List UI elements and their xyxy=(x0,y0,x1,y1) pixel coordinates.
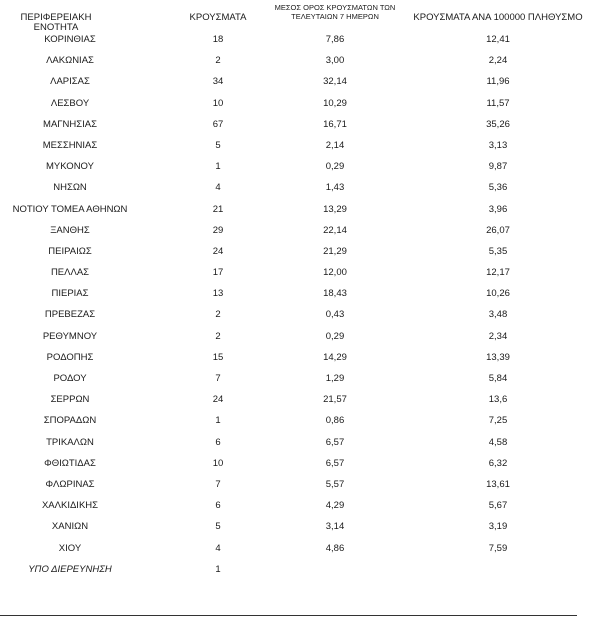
region-cell: ΝΗΣΩΝ xyxy=(53,182,87,194)
table-row xyxy=(0,72,606,93)
per100k-cell: 7,25 xyxy=(488,415,508,427)
per100k-cell: 7,59 xyxy=(488,542,508,554)
region-cell: ΡΟΔΟΠΗΣ xyxy=(46,351,94,363)
avg7-cell: 32,14 xyxy=(323,76,347,88)
region-cell: ΠΙΕΡΙΑΣ xyxy=(51,288,89,300)
avg7-cell: 6,57 xyxy=(325,457,345,469)
per100k-cell: 13,6 xyxy=(488,394,508,406)
table-body xyxy=(0,30,606,581)
region-cell: ΡΟΔΟΥ xyxy=(53,373,87,384)
avg7-cell: 21,57 xyxy=(323,394,347,406)
table-row xyxy=(0,454,606,475)
per100k-cell: 5,35 xyxy=(488,245,508,257)
header-cases: ΚΡΟΥΣΜΑΤΑ xyxy=(189,12,247,23)
per100k-cell: 3,96 xyxy=(488,203,508,215)
cases-cell: 5 xyxy=(215,139,221,151)
table-row xyxy=(0,475,606,496)
cases-cell: 29 xyxy=(212,224,224,236)
avg7-cell: 21,29 xyxy=(323,245,347,257)
per100k-cell: 11,96 xyxy=(486,76,510,88)
cases-cell: 5 xyxy=(215,521,221,533)
table-row xyxy=(0,157,606,178)
avg7-cell: 4,29 xyxy=(325,500,345,512)
per100k-cell: 2,24 xyxy=(488,55,508,67)
cases-cell: 67 xyxy=(212,118,224,130)
avg7-cell: 1,29 xyxy=(325,373,345,384)
region-cell: ΤΡΙΚΑΛΩΝ xyxy=(46,436,94,448)
cases-cell: 4 xyxy=(215,542,221,554)
per100k-cell: 5,67 xyxy=(488,500,508,512)
cases-cell: 34 xyxy=(212,76,224,88)
cases-cell: 1 xyxy=(215,563,221,575)
table-row xyxy=(0,242,606,263)
table-row xyxy=(0,348,606,369)
table-row xyxy=(0,221,606,242)
per100k-cell: 5,36 xyxy=(488,182,508,194)
cases-cell: 2 xyxy=(215,309,221,321)
region-cell: ΠΕΙΡΑΙΩΣ xyxy=(48,245,92,257)
per100k-cell: 9,87 xyxy=(488,161,508,173)
cases-cell: 7 xyxy=(215,373,221,384)
region-cell: ΚΟΡΙΝΘΙΑΣ xyxy=(44,34,96,45)
avg7-cell: 0,86 xyxy=(325,415,345,427)
region-cell: ΛΑΡΙΣΑΣ xyxy=(50,76,90,88)
cases-cell: 1 xyxy=(215,415,221,427)
per100k-cell: 35,26 xyxy=(486,118,510,130)
avg7-cell: 14,29 xyxy=(323,351,347,363)
region-cell: ΝΟΤΙΟΥ ΤΟΜΕΑ ΑΘΗΝΩΝ xyxy=(12,203,128,215)
region-cell: ΜΑΓΝΗΣΙΑΣ xyxy=(43,118,97,130)
cases-cell: 18 xyxy=(212,34,224,45)
per100k-cell: 12,17 xyxy=(486,267,510,279)
per100k-cell: 4,58 xyxy=(488,436,508,448)
cases-cell: 24 xyxy=(212,394,224,406)
cases-cell: 10 xyxy=(212,97,224,109)
table-row xyxy=(0,136,606,157)
cases-cell: 21 xyxy=(212,203,224,215)
per100k-cell: 3,48 xyxy=(488,309,508,321)
per100k-cell: 26,07 xyxy=(486,224,510,236)
bottom-divider xyxy=(0,615,577,616)
avg7-cell: 5,57 xyxy=(325,478,345,490)
per100k-cell: 3,19 xyxy=(488,521,508,533)
table-row xyxy=(0,94,606,115)
avg7-cell: 22,14 xyxy=(323,224,347,236)
avg7-cell: 1,43 xyxy=(325,182,345,194)
per100k-cell: 13,61 xyxy=(486,478,510,490)
avg7-cell: 3,14 xyxy=(325,521,345,533)
avg7-cell: 4,86 xyxy=(325,542,345,554)
table-header xyxy=(0,0,606,33)
table-row xyxy=(0,178,606,199)
table-row xyxy=(0,517,606,538)
region-cell: ΣΕΡΡΩΝ xyxy=(50,394,90,406)
table-row xyxy=(0,411,606,432)
table-row xyxy=(0,51,606,72)
header-region: ΠΕΡΙΦΕΡΕΙΑΚΗ ΕΝΟΤΗΤΑ xyxy=(20,12,92,33)
header-avg7 xyxy=(265,3,405,21)
table-row xyxy=(0,263,606,284)
avg7-cell: 18,43 xyxy=(323,288,347,300)
region-cell: ΦΛΩΡΙΝΑΣ xyxy=(45,478,95,490)
region-cell: ΡΕΘΥΜΝΟΥ xyxy=(42,330,98,342)
table-row xyxy=(0,390,606,411)
region-cell: ΥΠΟ ΔΙΕΡΕΥΝΗΣΗ xyxy=(28,563,112,575)
region-cell: ΠΡΕΒΕΖΑΣ xyxy=(44,309,96,321)
cases-cell: 24 xyxy=(212,245,224,257)
cases-cell: 2 xyxy=(215,330,221,342)
avg7-cell: 10,29 xyxy=(323,97,347,109)
region-cell: ΛΕΣΒΟΥ xyxy=(50,97,90,109)
avg7-cell: 6,57 xyxy=(325,436,345,448)
region-cell: ΠΕΛΛΑΣ xyxy=(50,267,90,279)
header-avg7-line1: ΜΕΣΟΣ ΟΡΟΣ ΚΡΟΥΣΜΑΤΩΝ ΤΩΝ xyxy=(274,3,396,12)
per100k-cell: 11,57 xyxy=(486,97,510,109)
per100k-cell: 2,34 xyxy=(488,330,508,342)
table-row xyxy=(0,560,606,581)
per100k-cell: 6,32 xyxy=(488,457,508,469)
header-avg7-line2: ΤΕΛΕΥΤΑΙΩΝ 7 ΗΜΕΡΩΝ xyxy=(291,12,379,21)
cases-cell: 6 xyxy=(215,436,221,448)
table-row xyxy=(0,200,606,221)
avg7-cell: 7,86 xyxy=(325,34,345,45)
per100k-cell: 12,41 xyxy=(486,34,510,45)
avg7-cell: 2,14 xyxy=(325,139,345,151)
avg7-cell: 12,00 xyxy=(323,267,347,279)
cases-cell: 2 xyxy=(215,55,221,67)
region-cell: ΣΠΟΡΑΔΩΝ xyxy=(43,415,97,427)
cases-cell: 1 xyxy=(215,161,221,173)
region-cell: ΦΘΙΩΤΙΔΑΣ xyxy=(44,457,96,469)
table-row xyxy=(0,539,606,560)
header-per100k: ΚΡΟΥΣΜΑΤΑ ΑΝΑ 100000 ΠΛΗΘΥΣΜΟ xyxy=(413,12,583,23)
cases-cell: 6 xyxy=(215,500,221,512)
region-cell: ΜΕΣΣΗΝΙΑΣ xyxy=(42,139,98,151)
region-cell: ΛΑΚΩΝΙΑΣ xyxy=(46,55,94,67)
table-row xyxy=(0,284,606,305)
cases-cell: 7 xyxy=(215,478,221,490)
cases-cell: 10 xyxy=(212,457,224,469)
cases-cell: 4 xyxy=(215,182,221,194)
table-row xyxy=(0,433,606,454)
cases-cell: 13 xyxy=(212,288,224,300)
region-cell: ΜΥΚΟΝΟΥ xyxy=(46,161,94,173)
per100k-cell: 3,13 xyxy=(488,139,508,151)
avg7-cell: 0,29 xyxy=(325,161,345,173)
per100k-cell: 10,26 xyxy=(486,288,510,300)
avg7-cell: 13,29 xyxy=(323,203,347,215)
table-row xyxy=(0,327,606,348)
cases-cell: 15 xyxy=(212,351,224,363)
region-cell: ΞΑΝΘΗΣ xyxy=(50,224,90,236)
avg7-cell: 3,00 xyxy=(325,55,345,67)
cases-cell: 17 xyxy=(212,267,224,279)
table-row xyxy=(0,115,606,136)
per100k-cell: 5,84 xyxy=(488,373,508,384)
table-row xyxy=(0,305,606,326)
avg7-cell: 0,29 xyxy=(325,330,345,342)
table-row xyxy=(0,30,606,51)
table-row xyxy=(0,496,606,517)
region-cell: ΧΑΝΙΩΝ xyxy=(51,521,89,533)
avg7-cell: 16,71 xyxy=(323,118,347,130)
region-cell: ΧΑΛΚΙΔΙΚΗΣ xyxy=(41,500,99,512)
region-cell: ΧΙΟΥ xyxy=(58,542,82,554)
avg7-cell: 0,43 xyxy=(325,309,345,321)
per100k-cell: 13,39 xyxy=(486,351,510,363)
table-row xyxy=(0,369,606,390)
